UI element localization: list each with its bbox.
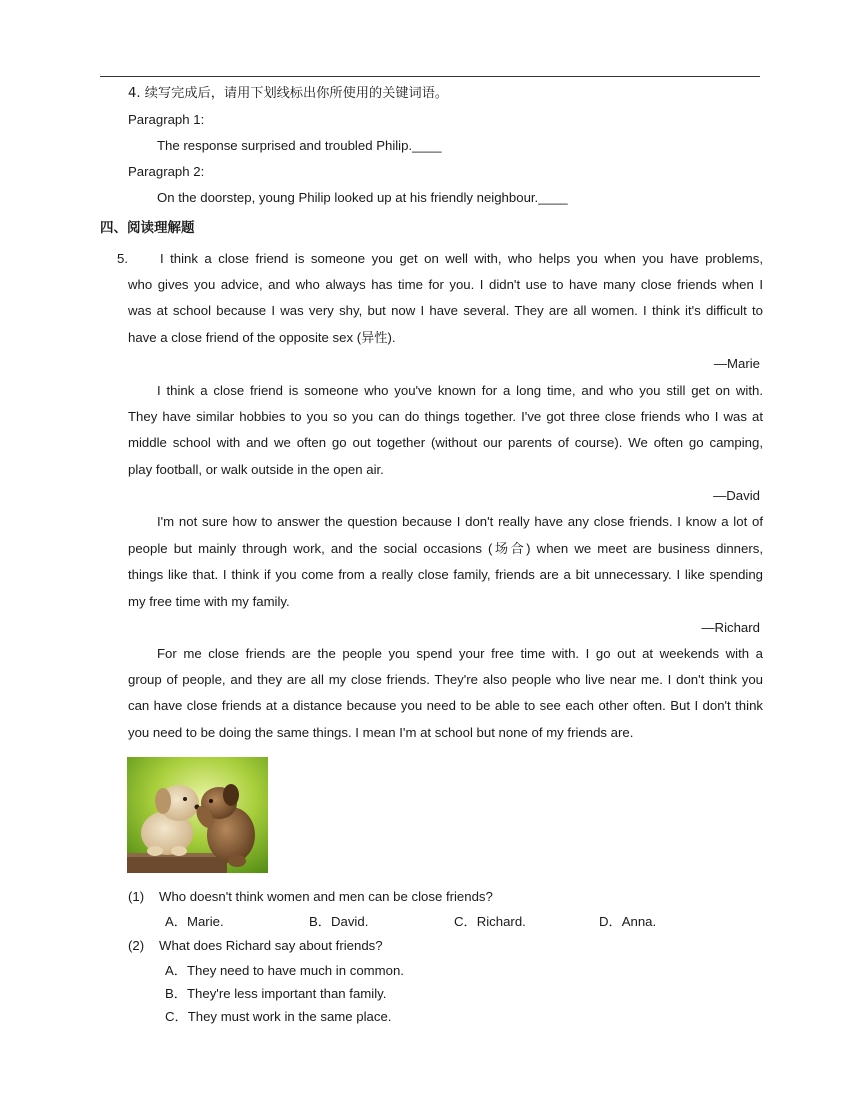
question-1-number: (1) bbox=[128, 889, 145, 904]
passage-line: I think a close friend is someone you get on well with, who helps you when you have problems, bbox=[160, 251, 763, 266]
question-2-option-a[interactable]: A．They need to have much in common. bbox=[165, 963, 404, 978]
passage-line: people but mainly through work, and the social occasions (场合) when we meet are business dinners, bbox=[128, 541, 763, 556]
paragraph-2-text: On the doorstep, young Philip looked up at his friendly neighbour.____ bbox=[157, 190, 568, 205]
paragraph-1-label: Paragraph 1: bbox=[128, 112, 205, 127]
passage-line: I'm not sure how to answer the question because I don't really have any close friends. I know a lot of bbox=[157, 514, 763, 529]
passage-line: things like that. I think if you come from a really close family, friends are a bit unnecessary. I like spending bbox=[128, 567, 763, 582]
passage-line: play football, or walk outside in the open air. bbox=[128, 462, 384, 477]
puppies-photo bbox=[127, 757, 268, 873]
question-2-option-c[interactable]: C．They must work in the same place. bbox=[165, 1009, 392, 1024]
passage-line: They have similar hobbies to you so you can do things together. I've got three close friends who I was at bbox=[128, 409, 763, 424]
question-2-number: (2) bbox=[128, 938, 145, 953]
paragraph-1-text: The response surprised and troubled Philip.____ bbox=[157, 138, 442, 153]
signature-david: —David bbox=[713, 488, 760, 503]
passage-line: group of people, and they are all my close friends. They're also people who live near me. I don't think you bbox=[128, 672, 763, 687]
question-2-text: What does Richard say about friends? bbox=[159, 938, 383, 953]
header-rule bbox=[100, 76, 760, 77]
passage-line: was at school because I was very shy, but now I have several. They are all women. I think it's difficult to bbox=[128, 303, 763, 318]
question-1-option-c[interactable]: C．Richard. bbox=[454, 914, 526, 929]
section-heading: 四、阅读理解题 bbox=[100, 220, 195, 236]
question-number: 5. bbox=[117, 251, 128, 266]
passage-line: my free time with my family. bbox=[128, 594, 290, 609]
passage-line: who gives you advice, and who always has time for you. I didn't use to have many close friends when I bbox=[128, 277, 763, 292]
instruction-item-4: 4. 续写完成后，请用下划线标出你所使用的关键词语。 bbox=[128, 86, 449, 101]
paragraph-2-label: Paragraph 2: bbox=[128, 164, 205, 179]
passage-line: For me close friends are the people you spend your free time with. I go out at weekends with a bbox=[157, 646, 763, 661]
question-1-option-d[interactable]: D．Anna. bbox=[599, 914, 657, 929]
signature-richard: —Richard bbox=[701, 620, 760, 635]
question-1-text: Who doesn't think women and men can be close friends? bbox=[159, 889, 493, 904]
passage-line: can have close friends at a distance because you need to be able to see each other often. But I don't think bbox=[128, 698, 763, 713]
passage-line: I think a close friend is someone who you've known for a long time, and who you still get on with. bbox=[157, 383, 763, 398]
passage-line: have a close friend of the opposite sex (异性). bbox=[128, 330, 396, 345]
question-1-option-a[interactable]: A．Marie. bbox=[165, 914, 224, 929]
question-1-option-b[interactable]: B．David. bbox=[309, 914, 369, 929]
question-2-option-b[interactable]: B．They're less important than family. bbox=[165, 986, 387, 1001]
signature-marie: —Marie bbox=[713, 356, 760, 371]
passage-line: middle school with and we often go out together (without our parents of course). We often go camping, bbox=[128, 435, 763, 450]
passage-line: you need to be doing the same things. I mean I'm at school but none of my friends are. bbox=[128, 725, 634, 740]
